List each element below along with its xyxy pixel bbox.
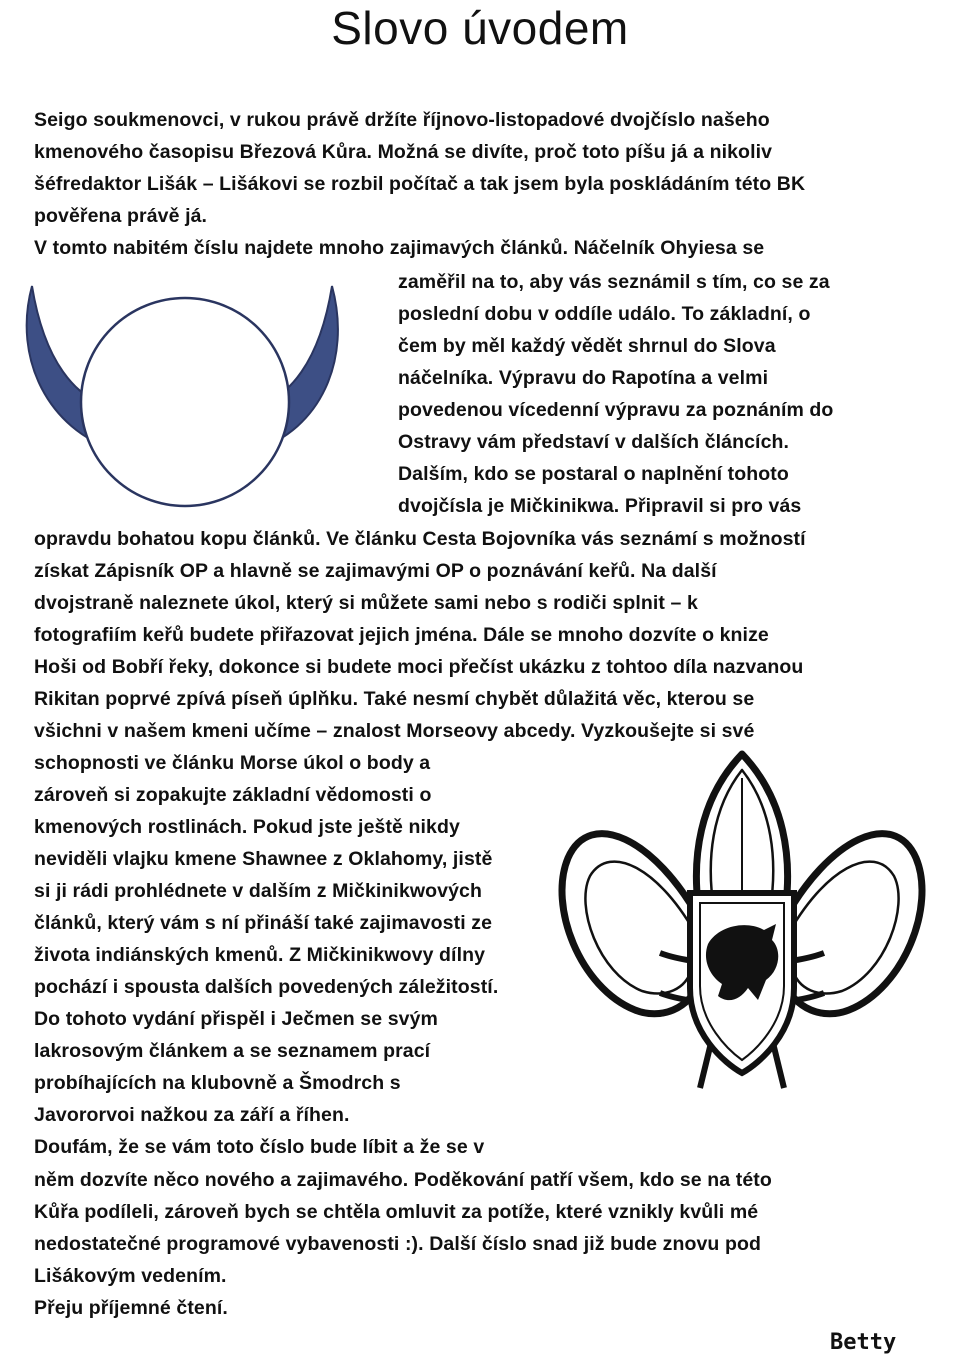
text-line: fotografiím keřů budete přiřazovat jejich jména. Dále se mnoho dozvíte o knize bbox=[34, 624, 769, 646]
text-line: Kůřa podíleli, zároveň bych se chtěla omluvit za potíže, které vznikly kvůli mé bbox=[34, 1201, 759, 1223]
text-line: Přeju příjemné čtení. bbox=[34, 1297, 228, 1319]
signature: Betty bbox=[830, 1330, 897, 1355]
moon-circle bbox=[81, 298, 289, 506]
text-line: kmenového časopisu Březová Kůra. Možná se divíte, proč toto píšu já a nikoliv bbox=[34, 141, 773, 163]
text-line: si ji rádi prohlédnete v dalším z Mičkinikwových bbox=[34, 880, 483, 902]
text-line: nedostatečné programové vybavenosti :). Další číslo snad již bude znovu pod bbox=[34, 1233, 761, 1255]
text-line: pověřena právě já. bbox=[34, 205, 208, 227]
text-line: zároveň si zopakujte základní vědomosti o bbox=[34, 784, 432, 806]
text-line: opravdu bohatou kopu článků. Ve článku Cesta Bojovníka vás seznámí s možností bbox=[34, 528, 806, 550]
text-line: pochází i spousta dalších povedených záležitostí. bbox=[34, 976, 499, 998]
text-line: dvojstraně naleznete úkol, který si můžete sami nebo s rodiči splnit – k bbox=[34, 592, 698, 614]
text-line: něm dozvíte něco nového a zajimavého. Poděkování patří všem, kdo se na této bbox=[34, 1169, 772, 1191]
text-line: poslední dobu v oddíle událo. To základní, o bbox=[398, 303, 811, 325]
text-line: lakrosovým článkem a se seznamem prací bbox=[34, 1040, 431, 1062]
text-line: neviděli vlajku kmene Shawnee z Oklahomy, jistě bbox=[34, 848, 493, 870]
text-line: náčelníka. Výpravu do Rapotína a velmi bbox=[398, 367, 769, 389]
text-line: zaměřil na to, aby vás seznámil s tím, co se za bbox=[398, 271, 830, 293]
text-line: Lišákovým vedením. bbox=[34, 1265, 227, 1287]
text-line: života indiánských kmenů. Z Mičkinikwovy dílny bbox=[34, 944, 486, 966]
text-line: získat Zápisník OP a hlavně se zajimavými OP o poznávání keřů. Na další bbox=[34, 560, 717, 582]
text-line: Ostravy vám představí v dalších článcích. bbox=[398, 431, 790, 453]
text-line: schopnosti ve článku Morse úkol o body a bbox=[34, 752, 431, 774]
text-line: Doufám, že se vám toto číslo bude líbit a že se v bbox=[34, 1136, 485, 1158]
text-line: V tomto nabitém číslu najdete mnoho zajimavých článků. Náčelník Ohyiesa se bbox=[34, 237, 765, 259]
text-line: dvojčísla je Mičkinikwa. Připravil si pro vás bbox=[398, 495, 802, 517]
text-line: povedenou vícedenní výpravu za poznáním do bbox=[398, 399, 834, 421]
text-line: Rikitan poprvé zpívá píseň úplňku. Také nesmí chybět důlažitá věc, kterou se bbox=[34, 688, 755, 710]
fleur-de-lis-emblem bbox=[550, 748, 935, 1098]
text-line: kmenových rostlinách. Pokud jste ještě nikdy bbox=[34, 816, 460, 838]
text-line: Do tohoto vydání přispěl i Ječmen se svým bbox=[34, 1008, 438, 1030]
text-line: probíhajících na klubovně a Šmodrch s bbox=[34, 1072, 401, 1094]
horned-moon-emblem bbox=[20, 280, 345, 510]
text-line: Dalším, kdo se postaral o naplnění tohoto bbox=[398, 463, 789, 485]
text-line: šéfredaktor Lišák – Lišákovi se rozbil počítač a tak jsem byla poskládáním této BK bbox=[34, 173, 806, 195]
text-line: Javororvoi nažkou za září a říhen. bbox=[34, 1104, 350, 1126]
page-title: Slovo úvodem bbox=[331, 2, 629, 54]
text-line: Hoši od Bobří řeky, dokonce si budete moci přečíst ukázku z tohtoo díla nazvanou bbox=[34, 656, 804, 678]
text-line: Seigo soukmenovci, v rukou právě držíte říjnovo-listopadové dvojčíslo našeho bbox=[34, 109, 770, 131]
text-line: článků, který vám s ní přináší také zajimavosti ze bbox=[34, 912, 493, 934]
text-line: čem by měl každý vědět shrnul do Slova bbox=[398, 335, 776, 357]
text-line: všichni v našem kmeni učíme – znalost Morseovy abcedy. Vyzkoušejte si své bbox=[34, 720, 755, 742]
